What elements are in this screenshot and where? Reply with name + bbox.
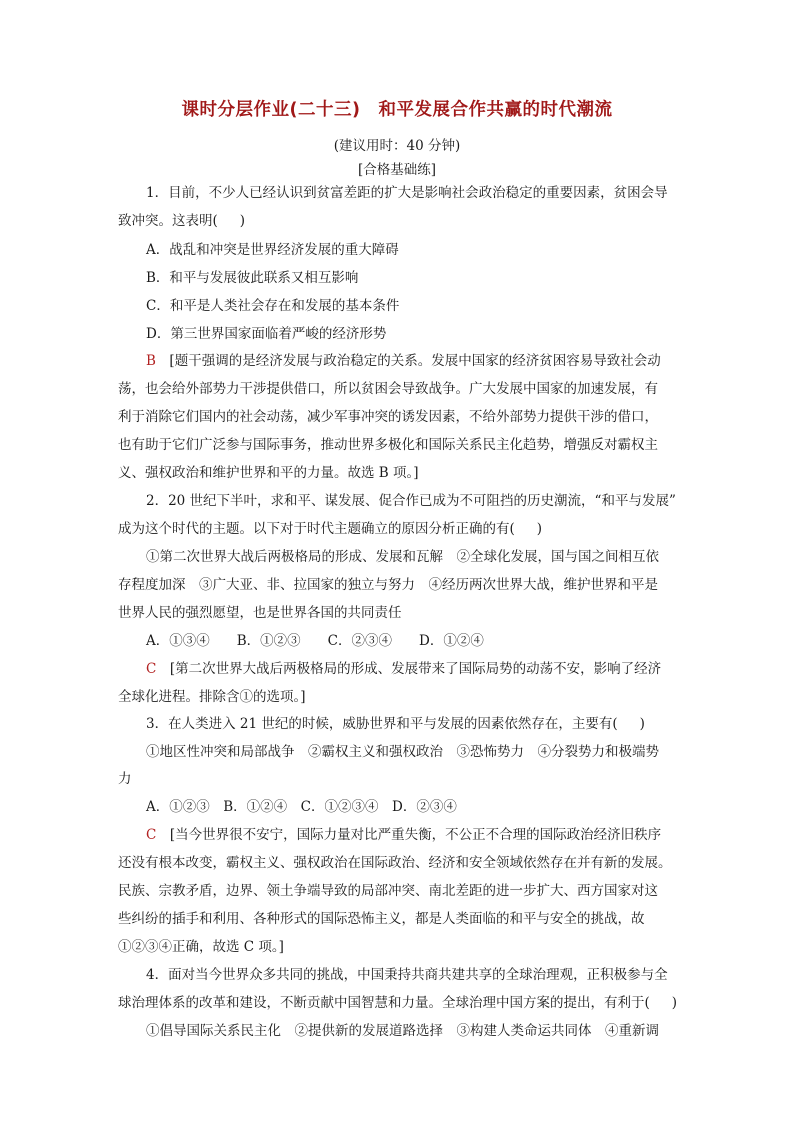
title-part-a: 课时分层作业(二十三) <box>181 100 361 120</box>
q4-stem-line: 4．面对当今世界众多共同的挑战，中国秉持共商共建共享的全球治理观，正积极参与全 <box>146 967 668 983</box>
q2-explanation-line: C [第二次世界大战后两极格局的形成、发展带来了国际局势的动荡不安，影响了经济 <box>146 661 662 677</box>
q2-stem-line: 2．20 世纪下半叶，求和平、谋发展、促合作已成为不可阻挡的历史潮流，“和平与发展” <box>146 493 676 509</box>
q2-stem-line: 成为这个时代的主题。以下对于时代主题确立的原因分析正确的有( ) <box>118 521 543 537</box>
q4-items-line: ①倡导国际关系民主化 ②提供新的发展道路选择 ③构建人类命运共同体 ④重新调 <box>146 1023 659 1039</box>
q2-answer: C <box>146 661 157 677</box>
q3-explanation-line: 还没有根本改变，霸权主义、强权政治在国际政治、经济和安全领域依然存在并有新的发展。 <box>118 855 672 871</box>
title-part-b: 和平发展合作共赢的时代潮流 <box>378 100 613 120</box>
q3-explanation-line: 些纠纷的插手和利用、各种形式的国际恐怖主义，都是人类面临的和平与安全的挑战，故 <box>118 911 645 927</box>
q3-items-line: ①地区性冲突和局部战争 ②霸权主义和强权政治 ③恐怖势力 ④分裂势力和极端势 <box>146 744 659 760</box>
page-title <box>0 96 794 121</box>
q4-stem-line: 球治理体系的改革和建设，不断贡献中国智慧和力量。全球治理中国方案的提出，有利于( ) <box>118 995 678 1011</box>
q3-explanation-line: ①②③④正确，故选 C 项。] <box>118 939 284 955</box>
q1-option-d: D．第三世界国家面临着严峻的经济形势 <box>146 326 387 342</box>
q1-option-a: A．战乱和冲突是世界经济发展的重大障碍 <box>146 242 399 258</box>
q1-explanation-line: 义、强权政治和维护世界和平的力量。故选 B 项。] <box>118 465 419 481</box>
q1-explanation-line: 利于消除它们国内的社会动荡，减少军事冲突的诱发因素，不给外部势力提供干涉的借口， <box>118 409 658 425</box>
q3-explanation-line: 民族、宗教矛盾，边界、领土争端导致的局部冲突、南北差距的进一步扩大、西方国家对这 <box>118 883 658 899</box>
section-heading: [合格基础练] <box>357 162 437 178</box>
q2-items-line: 世界人民的强烈愿望，也是世界各国的共同责任 <box>118 605 402 621</box>
q3-options: A．①②③ B．①②④ C．①②③④ D．②③④ <box>146 799 457 815</box>
q2-explanation-line: 全球化进程。排除含①的选项。] <box>118 689 306 705</box>
q3-items-line: 力 <box>118 771 132 787</box>
q3-answer: C <box>146 827 157 843</box>
q2-options: A．①③④ B．①②③ C．②③④ D．①②④ <box>146 633 484 649</box>
q1-stem-line: 致冲突。这表明( ) <box>118 213 246 229</box>
q1-option-b: B．和平与发展彼此联系又相互影响 <box>146 270 359 286</box>
q2-items-line: 存程度加深 ③广大亚、非、拉国家的独立与努力 ④经历两次世界大战，维护世界和平是 <box>118 577 658 593</box>
q3-explanation-line: C [当今世界很不安宁，国际力量对比严重失衡，不公正不合理的国际政治经济旧秩序 <box>146 827 662 843</box>
q1-explanation-line: B [题干强调的是经济发展与政治稳定的关系。发展中国家的经济贫困容易导致社会动 <box>146 353 661 369</box>
q3-stem-line: 3．在人类进入 21 世纪的时候，威胁世界和平与发展的因素依然存在，主要有( ) <box>146 716 645 732</box>
q1-explanation-line: 荡，也会给外部势力干涉提供借口，所以贫困会导致战争。广大发展中国家的加速发展，有 <box>118 381 658 397</box>
q1-answer: B <box>146 353 156 369</box>
q1-stem-line: 1．目前，不少人已经认识到贫富差距的扩大是影响社会政治稳定的重要因素，贫困会导 <box>146 185 668 201</box>
q2-items-line: ①第二次世界大战后两极格局的形成、发展和瓦解 ②全球化发展，国与国之间相互依 <box>146 549 659 565</box>
q1-option-c: C．和平是人类社会存在和发展的基本条件 <box>146 298 400 314</box>
q1-explanation-line: 也有助于它们广泛参与国际事务，推动世界多极化和国际关系民主化趋势，增强反对霸权主 <box>118 437 658 453</box>
time-note: (建议用时：40 分钟) <box>333 138 461 154</box>
